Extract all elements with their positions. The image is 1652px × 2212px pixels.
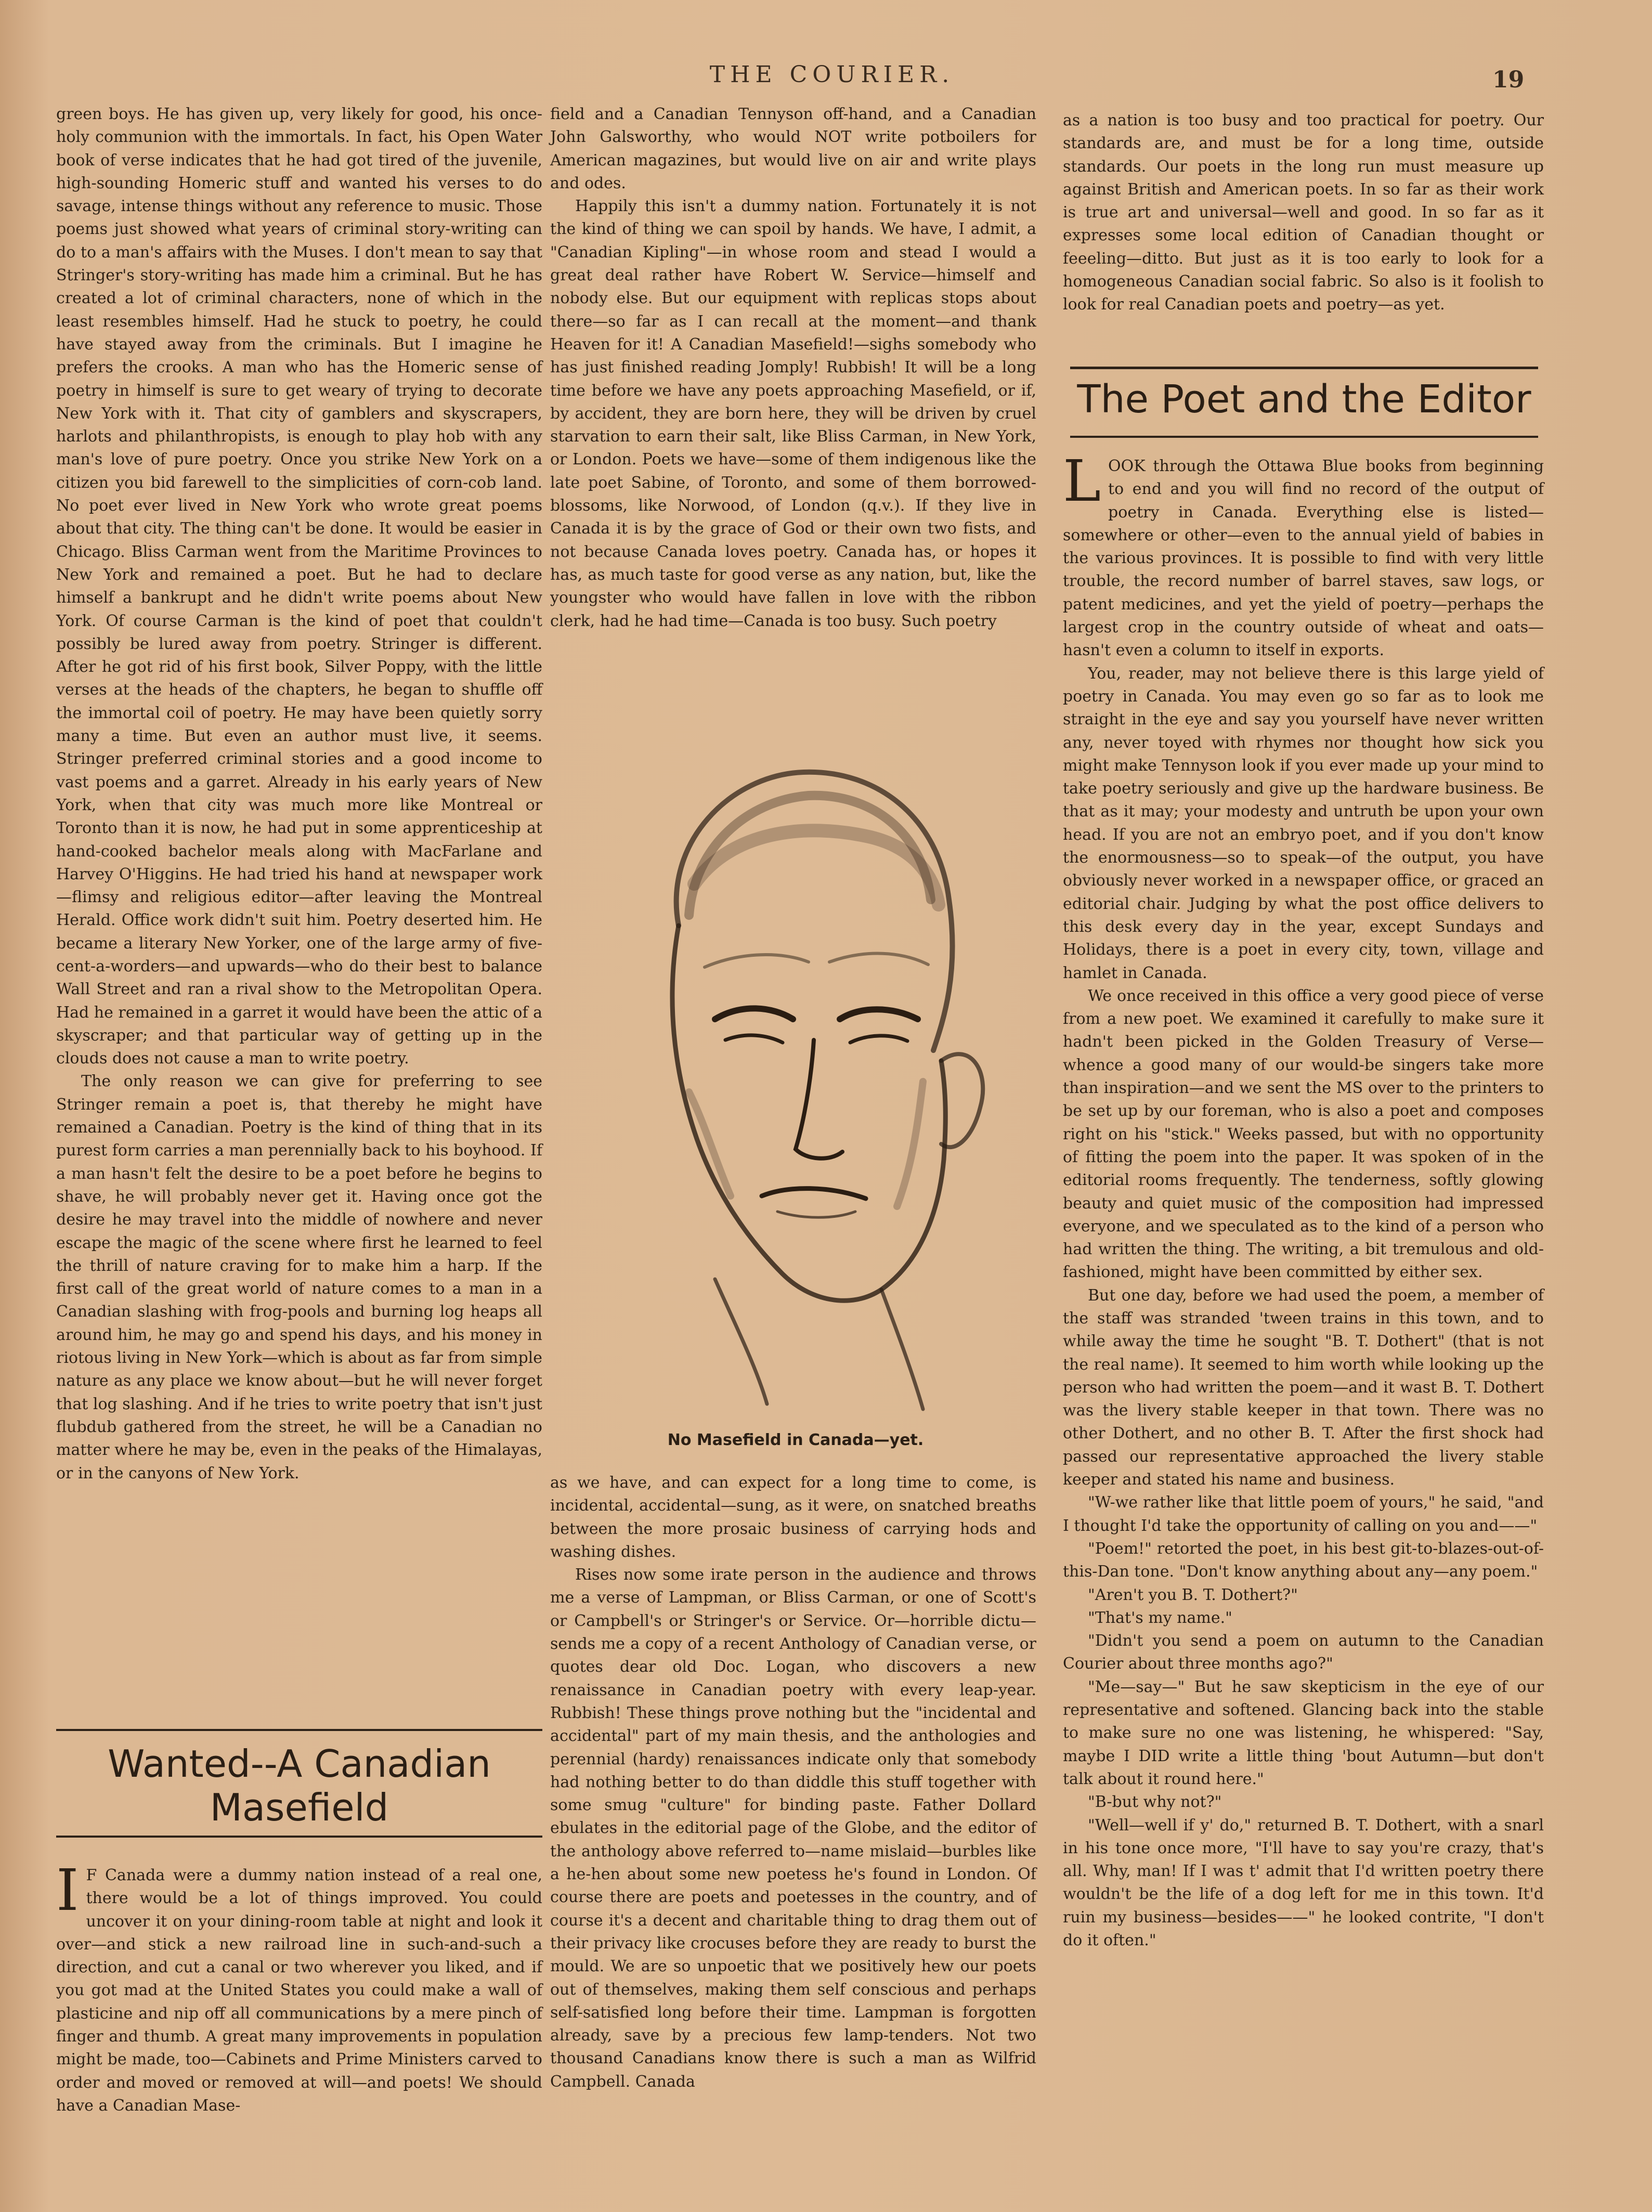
- article-paragraph: "That's my name.": [1088, 1608, 1232, 1627]
- article-paragraph: field and a Canadian Tennyson off-hand, and a Canadian John Galsworthy, who would NOT write potboilers for American magazines, but would live on air and write plays and odes.: [550, 105, 1036, 192]
- page-number: 19: [1492, 67, 1525, 93]
- dropcap: L: [1063, 448, 1101, 514]
- article-paragraph: "Well—well if y' do," returned B. T. Dothert, with a snarl in his tone once more, "I'll have to say you're crazy, that's all. Why, man! If I was t' admit that I'd written poetry there wouldn't be the life of a dog left for me in this town. It'd ruin my business—besides——" he looked contrite, "I don't do it often.": [1063, 1816, 1544, 1949]
- section-rule: [56, 1836, 542, 1838]
- poet-editor-article-body: [1063, 448, 1544, 1952]
- headline-wanted-masefield: Wanted--A Canadian Masefield: [108, 1742, 491, 1829]
- article-paragraph: "B-but why not?": [1088, 1793, 1222, 1812]
- article-paragraph: "Aren't you B. T. Dothert?": [1088, 1585, 1298, 1604]
- section-rule: [1070, 367, 1538, 369]
- article-paragraph: "Poem!" retorted the poet, in his best git-to-blazes-out-of-this-Dan tone. "Don't know anything about any—any poem.": [1063, 1539, 1544, 1581]
- headline-poet-editor: The Poet and the Editor: [1077, 377, 1531, 422]
- article-paragraph: "Me—say—" But he saw skepticism in the eye of our representative and softened. Glancing back into the stable to make sure no one was listening, he whispered: "Say, maybe I DID write a little thing 'bout Autumn—but don't talk about it round here.": [1063, 1677, 1544, 1788]
- article-paragraph: The only reason we can give for preferring to see Stringer remain a poet is, that thereby he might have remained a Canadian. Poetry is the kind of thing that in its purest form carries a man perennially back to his boyhood. If a man hasn't felt the desire to be a poet before he begins to shave, he will probably never get it. Having once got the desire he may travel into the middle of nowhere and never escape the magic of the scene where first he learned to feel the thrill of nature craving for to make him a harp. If the first call of the great world of nature comes to a man in a Canadian slashing with frog-pools and burning log heaps all around him, he may go and spend his days, and his money in riotous living in New York—which is about as far from simple nature as any place we know about—but he will never forget that log slashing. And if he tries to write poetry that isn't just flubdub gathered from the street, he will be a Canadian no matter where he may be, even in the peaks of the Himalayas, or in the canyons of New York.: [56, 1072, 543, 1482]
- column-2: [550, 103, 1036, 633]
- wanted-article-body: [56, 1857, 542, 2117]
- article-paragraph: F Canada were a dummy nation instead of a real one, there would be a lot of things improved. You could uncover it on your dining-room table at night and look it over—and stick a new railroad line in such-and-such a direction, and cut a canal or two wherever you liked, and if you got mad at the United States you could make a wall of plasticine and nip off all communications by a mere pinch of finger and thumb. A great many improvements in population might be made, too—Cabinets and Prime Ministers carved to order and moved or removed at will—and poets! We should have a Canadian Mase-: [56, 1866, 542, 2115]
- article-paragraph: as we have, and can expect for a long time to come, is incidental, accidental—sung, as it were, on snatched breaths between the more prosaic business of carrying hods and washing dishes.: [550, 1474, 1036, 1561]
- article-paragraph: OOK through the Ottawa Blue books from beginning to end and you will find no record of the output of poetry in Canada. Everything else is listed—somewhere or other—even to the annual yield of babies in the various provinces. It is possible to find with very little trouble, the record number of barrel staves, saw logs, or patent medicines, and yet the yield of poetry—perhaps the largest crop in the country outside of wheat and oats—hasn't even a column to itself in exports.: [1063, 457, 1544, 660]
- article-paragraph: "W-we rather like that little poem of yours," he said, "and I thought I'd take the opportunity of calling on you and——": [1063, 1493, 1544, 1535]
- article-paragraph: But one day, before we had used the poem, a member of the staff was stranded 'tween trains in this town, and to while away the time he sought "B. T. Dothert" (that is not the real name). It seemed to him worth while looking up the person who had written the poem—and it wast B. T. Dothert was the livery stable keeper in that town. There was no other Dothert, and no other B. T. After the first shock had passed our representative approached the livery stable keeper and stated his name and business.: [1063, 1286, 1544, 1489]
- article-paragraph: green boys. He has given up, very likely for good, his once-holy communion with the immortals. In fact, his Open Water book of verse indicates that he had got tired of the juvenile, high-sounding Homeric stuff and wanted his verses to do savage, intense things without any reference to music. Those poems just showed what years of criminal story-writing can do to a man's affairs with the Muses. I don't mean to say that Stringer's story-writing has made him a criminal. But he has created a lot of criminal characters, none of which in the least resembles himself. Had he stuck to poetry, he could have stayed away from the criminals. But I imagine he prefers the crooks. A man who has the Homeric sense of poetry in himself is sure to get weary of trying to decorate New York with it. That city of gamblers and skyscrapers, harlots and philanthropists, is enough to play hob with any man's love of pure poetry. Once you strike New York on a citizen you bid farewell to the simplicities of corn-cob land. No poet ever lived in New York who wrote great poems about that city. The thing can't be done. It would be easier in Chicago. Bliss Carman went from the Maritime Provinces to New York and remained a poet. But he had to declare himself a bankrupt and he didn't write poems about New York. Of course Carman is the kind of poet that couldn't possibly be lured away from poetry. Stringer is different. After he got rid of his first book, Silver Poppy, with the little verses at the heads of the chapters, he began to shuffle off the immortal coil of poetry. He may have been quietly sorry many a time. But even an author must live, it seems. Stringer preferred criminal stories and a good income to vast poems and a garret. Already in his early years of New York, when that city was much more like Montreal or Toronto than it is now, he had put in some apprenticeship at hand-cooked bachelor meals along with MacFarlane and Harvey O'Higgins. He had tried his hand at newspaper work—flimsy and religious editor—after leaving the Montreal Herald. Office work didn't suit him. Poetry deserted him. He became a literary New Yorker, one of the large army of five-cent-a-worders—and upwards—who do their best to balance Wall Street and ran a rival show to the Metropolitan Opera. Had he remained in a garret it would have been the attic of a skyscraper; and that particular way of getting up in the clouds does not cause a man to write poetry.: [56, 105, 543, 1068]
- column-1: [56, 103, 542, 1485]
- article-paragraph: We once received in this office a very good piece of verse from a new poet. We examined it carefully to make sure it hadn't been picked in the Golden Treasury of Verse—whence a good many of our would-be singers take more than inspiration—and we sent the MS over to the printers to be set up by our foreman, who is also a poet and composes right on his "stick." Weeks passed, but with no opportunity of fitting the poem into the paper. It was spoken of in the editorial rooms frequently. The tenderness, softly glowing beauty and quiet music of the composition had impressed everyone, and we speculated as to the kind of a person who had written the thing. The writing, a bit tremulous and old-fashioned, might have been committed by either sex.: [1063, 986, 1544, 1282]
- portrait-illustration: [559, 728, 1027, 1420]
- page-header: [0, 61, 1652, 98]
- section-rule: [1070, 436, 1538, 438]
- section-rule: [56, 1729, 542, 1731]
- running-title: THE COURIER.: [709, 61, 955, 88]
- column-3: [1063, 109, 1544, 317]
- article-paragraph: "Didn't you send a poem on autumn to the Canadian Courier about three months ago?": [1063, 1632, 1544, 1673]
- article-paragraph: Rises now some irate person in the audience and throws me a verse of Lampman, or Bliss Carman, or one of Scott's or Campbell's or Stringer's or Service. Or—horrible dictu—sends me a copy of a recent Anthology of Canadian verse, or quotes dear old Doc. Logan, who discovers a new renaissance in Canadian poetry with every leap-year. Rubbish! These things prove nothing but the "incidental and accidental" part of my main thesis, and the anthologies and perennial (hardy) renaissances indicate only that somebody had nothing better to do than diddle this stuff together with some smug "culture" for binding paste. Father Dollard ebulates in the editorial page of the Globe, and the editor of the anthology above referred to—name mislaid—burbles like a he-hen about some new poetess he's found in London. Of course there are poets and poetesses in the country, and of course it's a decent and charitable thing to drag them out of their privacy like crocuses before they are ready to burst the mould. We are so unpoetic that we positively hew our poets out of themselves, making them self conscious and perhaps self-satisfied long before their time. Lampman is forgotten already, save by a precious few lamp-tenders. Not two thousand Canadians know there is such a man as Wilfrid Campbell. Canada: [550, 1566, 1036, 2091]
- article-paragraph: Happily this isn't a dummy nation. Fortunately it is not the kind of thing we can spoil by hands. We have, I admit, a "Canadian Kipling"—in whose room and stead I would a great deal rather have Robert W. Service—himself and nobody else. But our equipment with replicas stops about there—so far as I can recall at the moment—and thank Heaven for it! A Canadian Masefield!—sighs somebody who has just finished reading Jomply! Rubbish! It will be a long time before we have any poets approaching Masefield, or if, by accident, they are born here, they will be driven by cruel starvation to earn their salt, like Bliss Carman, in New York, or London. Poets we have—some of them indigenous like the late poet Sabine, of Toronto, and some of them borrowed-blossoms, like Norwood, of London (q.v.). If they live in Canada it is by the grace of God or their own two fists, and not because Canada loves poetry. Canada has, or hopes it has, as much taste for good verse as any nation, but, like the youngster who would have fallen in love with the ribbon clerk, had he had time—Canada is too busy. Such poetry: [550, 197, 1036, 630]
- article-paragraph: You, reader, may not believe there is this large yield of poetry in Canada. You may even go so far as to look me straight in the eye and say you yourself have never written any, never toyed with rhymes nor thought how sick you might make Tennyson look if you ever made up your mind to take poetry seriously and give up the hardware business. Be that as it may; your modesty and untruth be upon your own head. If you are not an embryo poet, and if you don't know the enormousness—so to speak—of the output, you have obviously never worked in a newspaper office, or graced an editorial chair. Judging by what the post office delivers to this desk every day in the year, except Sundays and Holidays, there is a poet in every city, town, village and hamlet in Canada.: [1063, 664, 1544, 982]
- article-paragraph: as a nation is too busy and too practical for poetry. Our standards are, and must be for a long time, outside standards. Our poets in the long run must measure up against British and American poets. In so far as their work is true art and universal—well and good. In so far as it expresses some local edition of Canadian thought or feeeling—ditto. But just as it is too early to look for a homogeneous Canadian social fabric. So also is it foolish to look for real Canadian poets and poetry—as yet.: [1063, 111, 1544, 314]
- portrait-caption: No Masefield in Canada—yet.: [667, 1431, 924, 1449]
- column-2-continued: [550, 1472, 1036, 2093]
- dropcap: I: [56, 1857, 79, 1923]
